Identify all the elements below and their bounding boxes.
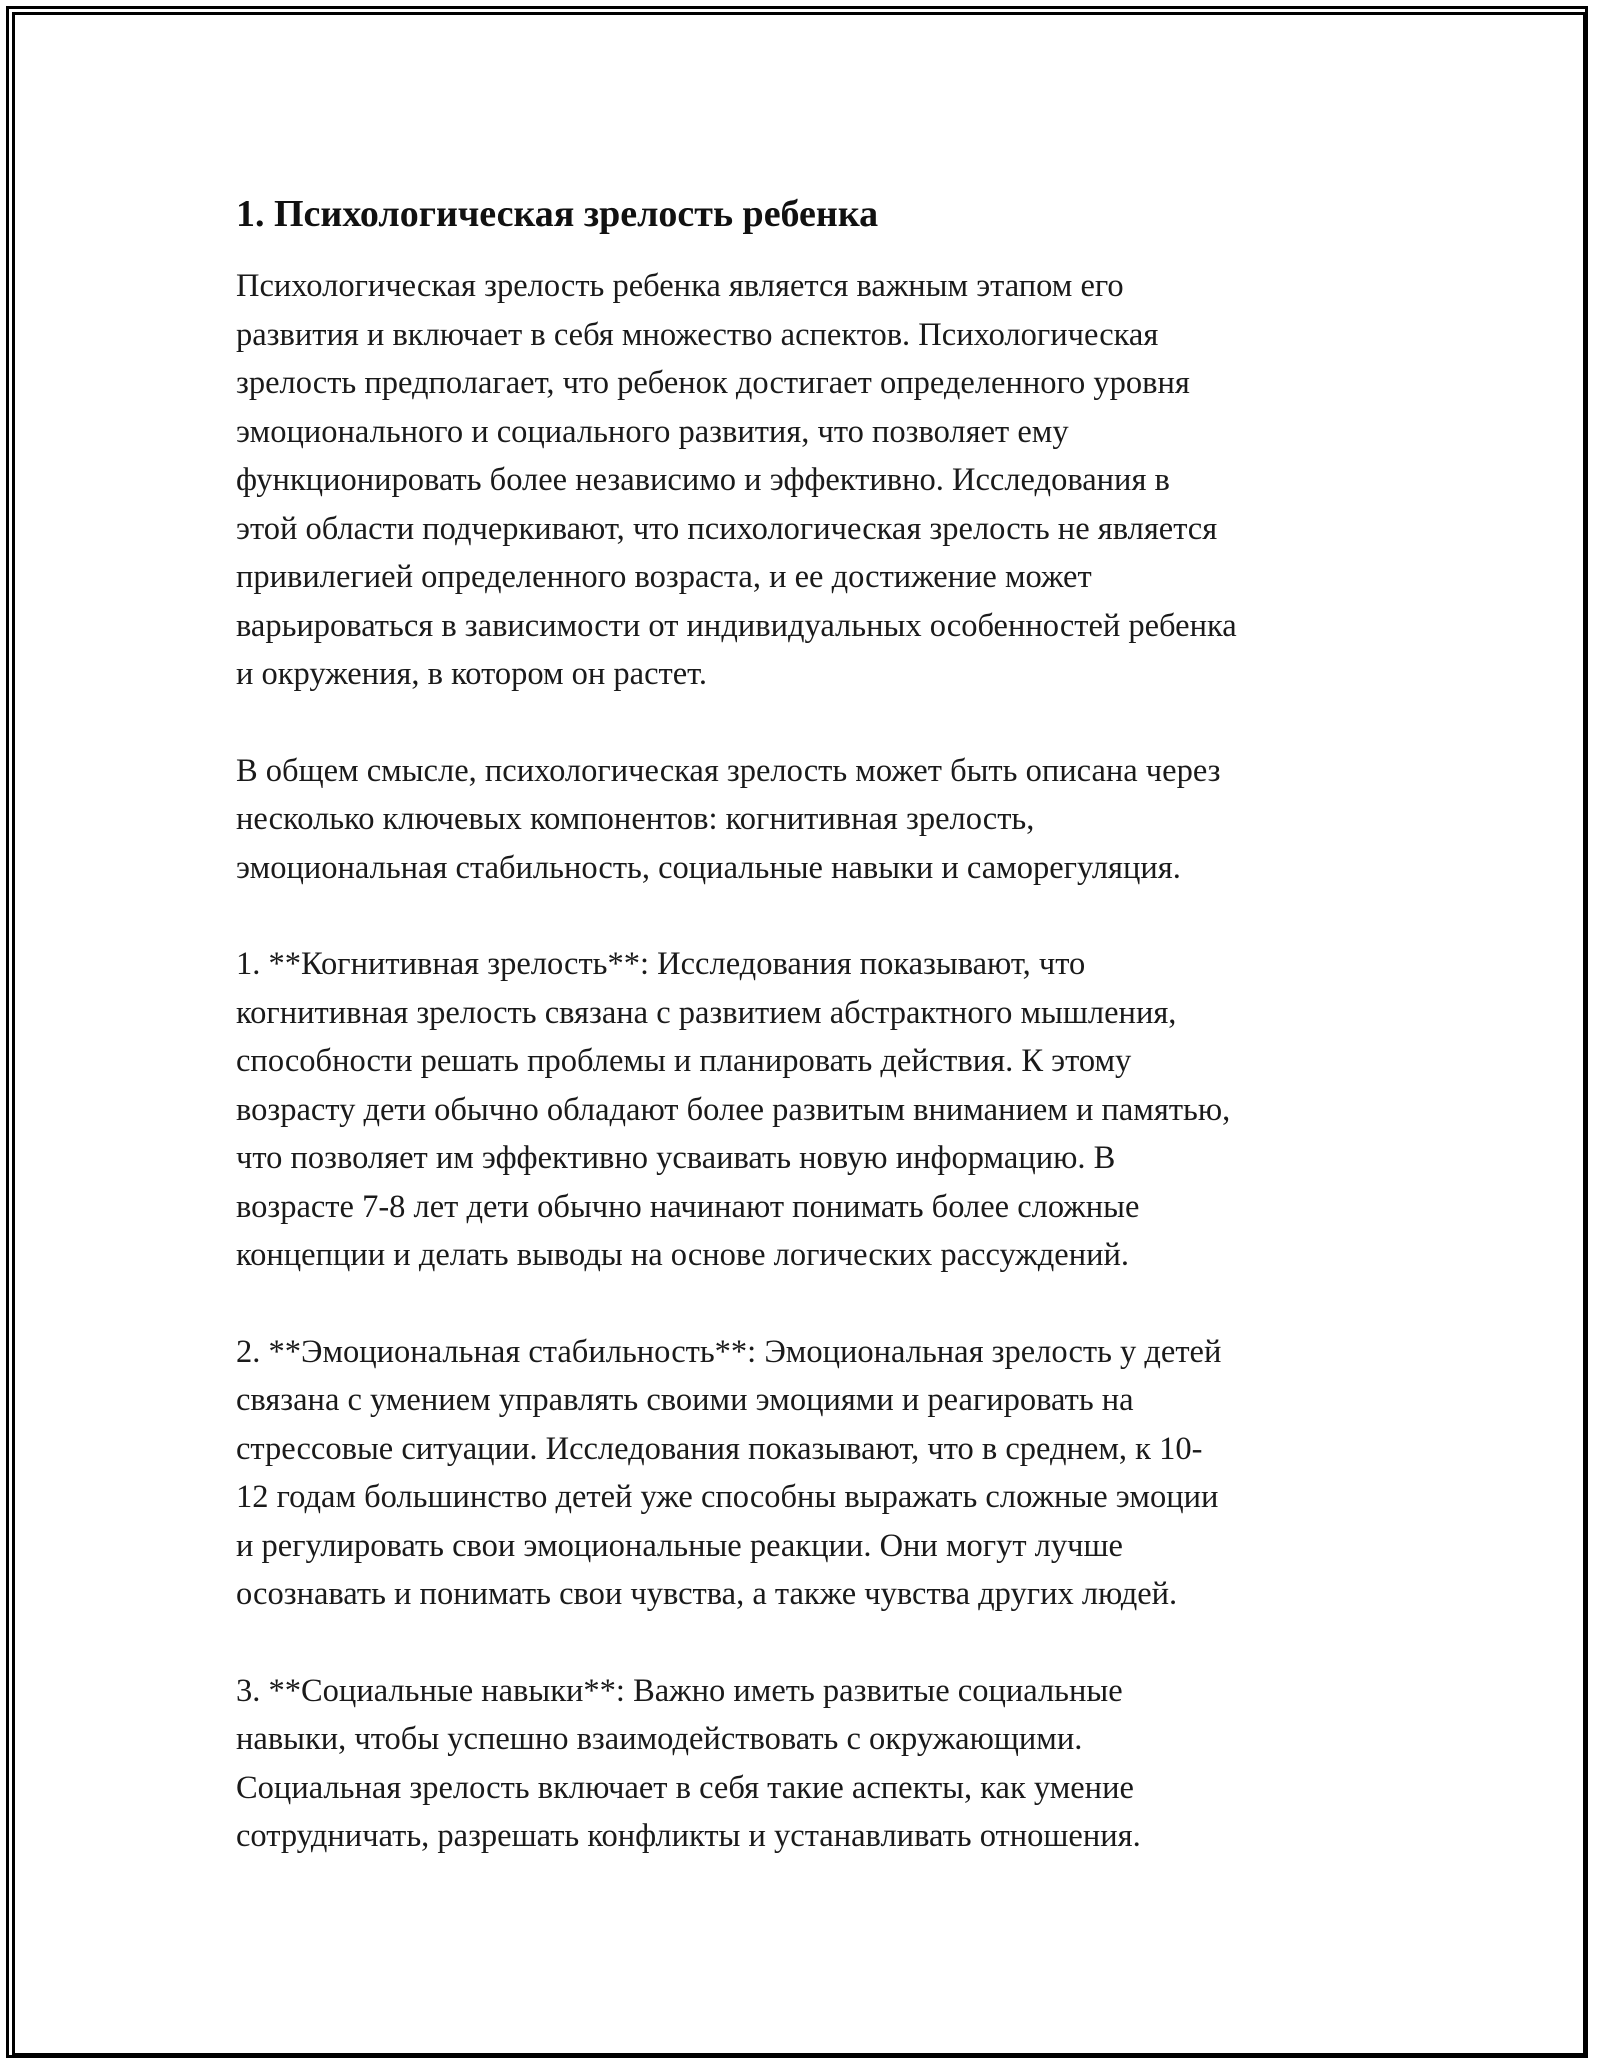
text-line: когнитивная зрелость связана с развитием абстрактного мышления, (236, 994, 1177, 1031)
paragraph-social-skills (236, 1667, 1376, 1861)
text-line: возрасте 7-8 лет дети обычно начинают понимать более сложные (236, 1188, 1140, 1225)
paragraph-cognitive-maturity (236, 940, 1376, 1280)
text-line: Психологическая зрелость ребенка является важным этапом его (236, 268, 1124, 304)
text-line: и окружения, в котором он растет. (236, 656, 708, 692)
text-line: и регулировать свои эмоциональные реакции. Они могут лучше (236, 1527, 1123, 1564)
text-line: варьироваться в зависимости от индивидуальных особенностей ребенка (236, 607, 1237, 644)
text-line: что позволяет им эффективно усваивать новую информацию. В (236, 1140, 1116, 1176)
text-line: 3. **Социальные навыки**: Важно иметь развитые социальные (236, 1672, 1123, 1709)
text-line: функционировать более независимо и эффективно. Исследования в (236, 462, 1170, 498)
paragraph-emotional-stability (236, 1328, 1376, 1619)
text-line: 12 годам большинство детей уже способны выражать сложные эмоции (236, 1479, 1219, 1515)
text-line: зрелость предполагает, что ребенок достигает определенного уровня (236, 365, 1190, 401)
text-line: эмоционального и социального развития, что позволяет ему (236, 413, 1069, 450)
text-line: сотрудничать, разрешать конфликты и устанавливать отношения. (236, 1818, 1141, 1854)
text-line: концепции и делать выводы на основе логических рассуждений. (236, 1237, 1130, 1273)
paragraph-intro (236, 262, 1376, 699)
text-line: навыки, чтобы успешно взаимодействовать с окружающими. (236, 1721, 1083, 1757)
text-line: стрессовые ситуации. Исследования показывают, что в среднем, к 10- (236, 1430, 1203, 1467)
text-line: связана с умением управлять своими эмоциями и реагировать на (236, 1382, 1134, 1418)
text-line: привилегией определенного возраста, и ее достижение может (236, 559, 1092, 595)
text-line: Социальная зрелость включает в себя такие аспекты, как умение (236, 1769, 1134, 1806)
text-line: В общем смысле, психологическая зрелость может быть описана через (236, 752, 1221, 789)
text-line: этой области подчеркивают, что психологическая зрелость не является (236, 510, 1218, 547)
text-line: осознавать и понимать свои чувства, а также чувства других людей. (236, 1576, 1178, 1612)
document-page (236, 188, 1376, 1909)
section-title: 1. Психологическая зрелость ребенка (236, 193, 879, 235)
text-line: способности решать проблемы и планировать действия. К этому (236, 1043, 1132, 1079)
text-line: несколько ключевых компонентов: когнитивная зрелость, (236, 801, 1035, 837)
text-line: 1. **Когнитивная зрелость**: Исследования показывают, что (236, 946, 1086, 982)
paragraph-components (236, 747, 1376, 893)
text-line: развития и включает в себя множество аспектов. Психологическая (236, 316, 1159, 353)
text-line: 2. **Эмоциональная стабильность**: Эмоциональная зрелость у детей (236, 1333, 1222, 1370)
text-line: эмоциональная стабильность, социальные навыки и саморегуляция. (236, 849, 1181, 886)
text-line: возрасту дети обычно обладают более развитым вниманием и памятью, (236, 1091, 1231, 1128)
